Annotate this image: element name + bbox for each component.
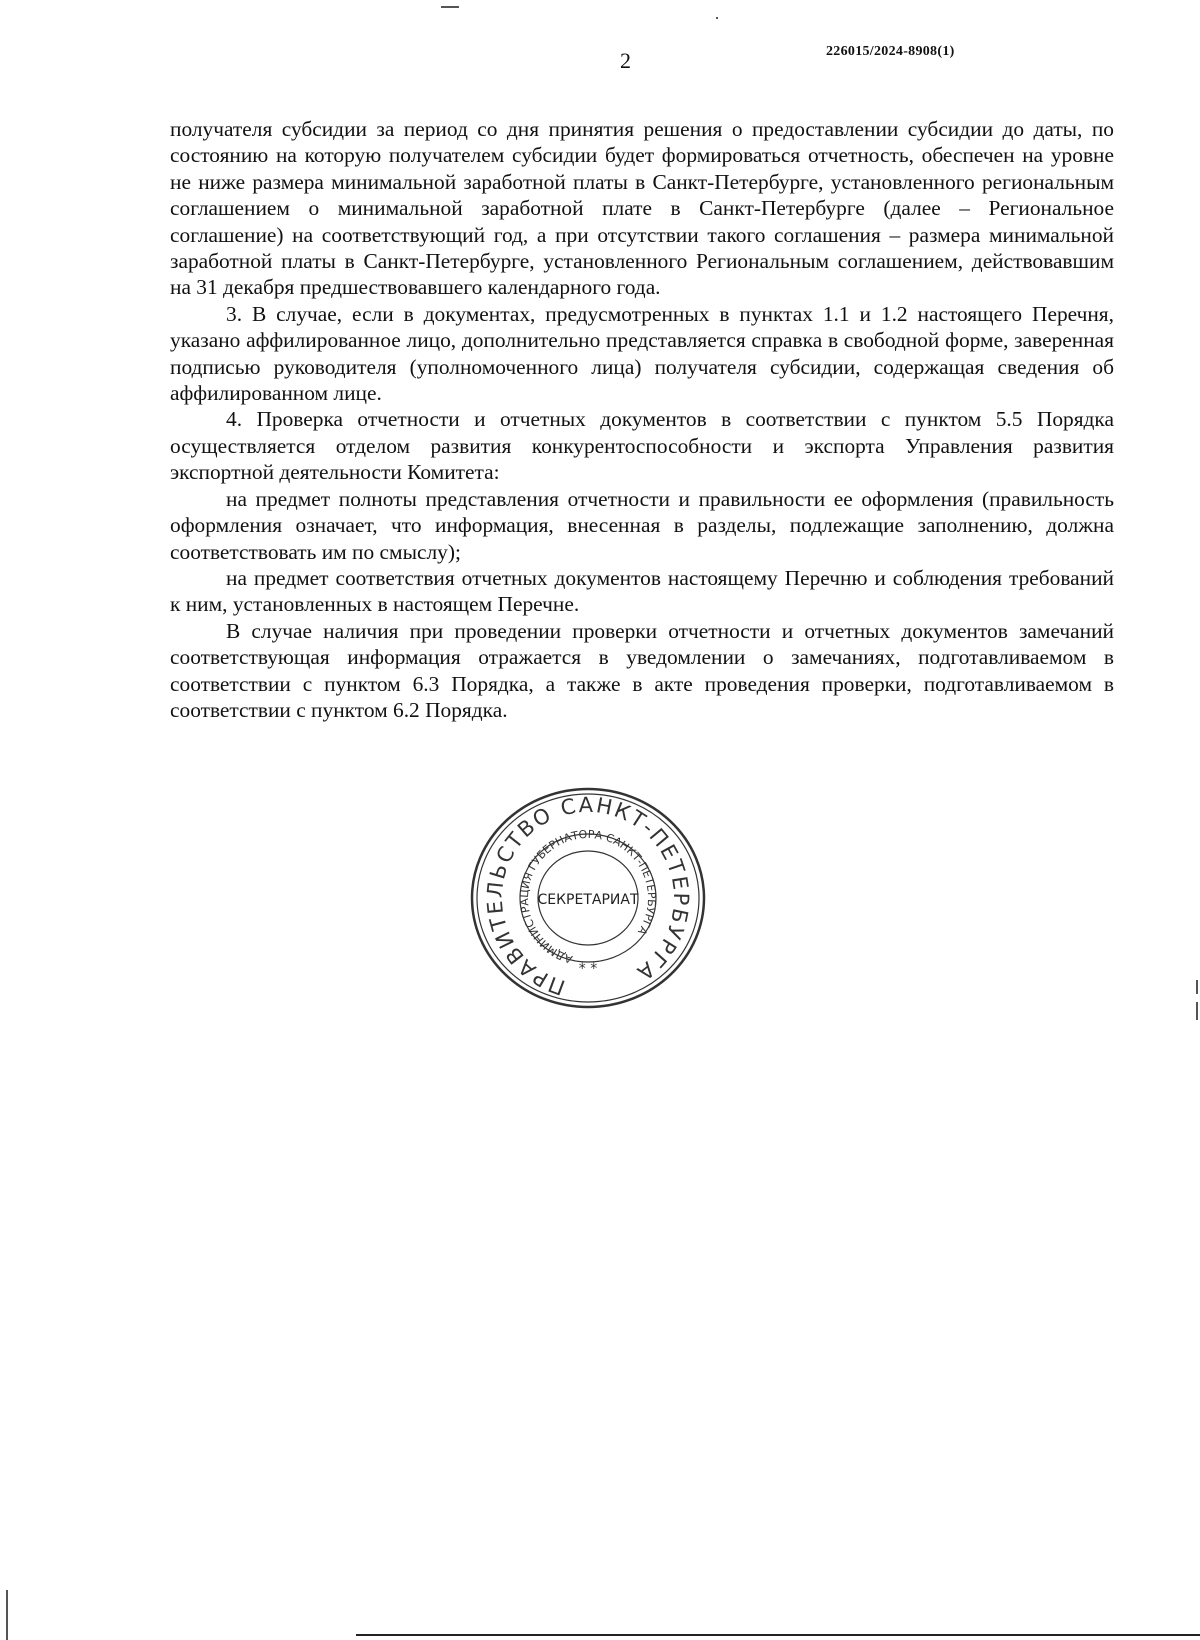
- seal-stars: * *: [578, 961, 598, 977]
- scan-bottom-line: [356, 1634, 1200, 1636]
- scan-mark-dot: [716, 17, 718, 19]
- paragraph-continuation: получателя субсидии за период со дня принятия решения о предоставлении субсидии до даты, по состоянию на которую получателем субсидии будет формироваться отчетность, обеспечен на уровне не ниже размера минимальной заработной платы в Санкт-Петербурге, установленного региональным соглашением о минимальной заработной плате в Санкт-Петербурге (далее – Региональное соглашение) на соответствующий год, а при отсутствии такого соглашения – размера минимальной заработной платы в Санкт-Петербурге, установленного Региональным соглашением, действовавшим на 31 декабря предшествовавшего календарного года.: [170, 117, 1114, 300]
- paragraph-4-item-1: на предмет полноты представления отчетности и правильности ее оформления (правильность оформления означает, что информация, внесенная в разделы, подлежащие заполнению, должна соответствовать им по смыслу);: [170, 486, 1114, 564]
- official-seal: [470, 787, 706, 1009]
- document-body: [170, 116, 1114, 723]
- page-number: 2: [620, 48, 631, 73]
- seal-inner-text: АДМИНИСТРАЦИЯ ГУБЕРНАТОРА САНКТ-ПЕТЕРБУРГА: [517, 827, 659, 966]
- scan-mark-right-1: [1196, 980, 1198, 994]
- scan-mark-left: [6, 1590, 8, 1640]
- paragraph-4-item-2: на предмет соответствия отчетных документов настоящему Перечню и соблюдения требований к ним, установленных в настоящем Перечне.: [170, 565, 1114, 617]
- scan-mark-top: [441, 6, 459, 8]
- scan-mark-right-2: [1196, 1002, 1198, 1020]
- paragraph-remarks: В случае наличия при проведении проверки отчетности и отчетных документов замечаний соответствующая информация отражается в уведомлении о замечаниях, подготавливаемом в соответствии с пунктом 6.3 Порядка, а также в акте проведения проверки, подготавливаемом в соответствии с пунктом 6.2 Порядка.: [170, 618, 1114, 722]
- seal-outer-text: ПРАВИТЕЛЬСТВО САНКТ-ПЕТЕРБУРГА: [482, 792, 694, 1000]
- paragraph-3: 3. В случае, если в документах, предусмотренных в пунктах 1.1 и 1.2 настоящего Перечня, указано аффилированное лицо, дополнительно представляется справка в свободной форме, заверенная подписью руководителя (уполномоченного лица) получателя субсидии, содержащая сведения об аффилированном лице.: [170, 301, 1114, 406]
- paragraph-4: 4. Проверка отчетности и отчетных документов в соответствии с пунктом 5.5 Порядка осуществляется отделом развития конкурентоспособности и экспорта Управления развития экспортной деятельности Комитета:: [170, 407, 1114, 485]
- document-id: 226015/2024-8908(1): [826, 44, 955, 59]
- seal-center-text: СЕКРЕТАРИАТ: [537, 892, 639, 908]
